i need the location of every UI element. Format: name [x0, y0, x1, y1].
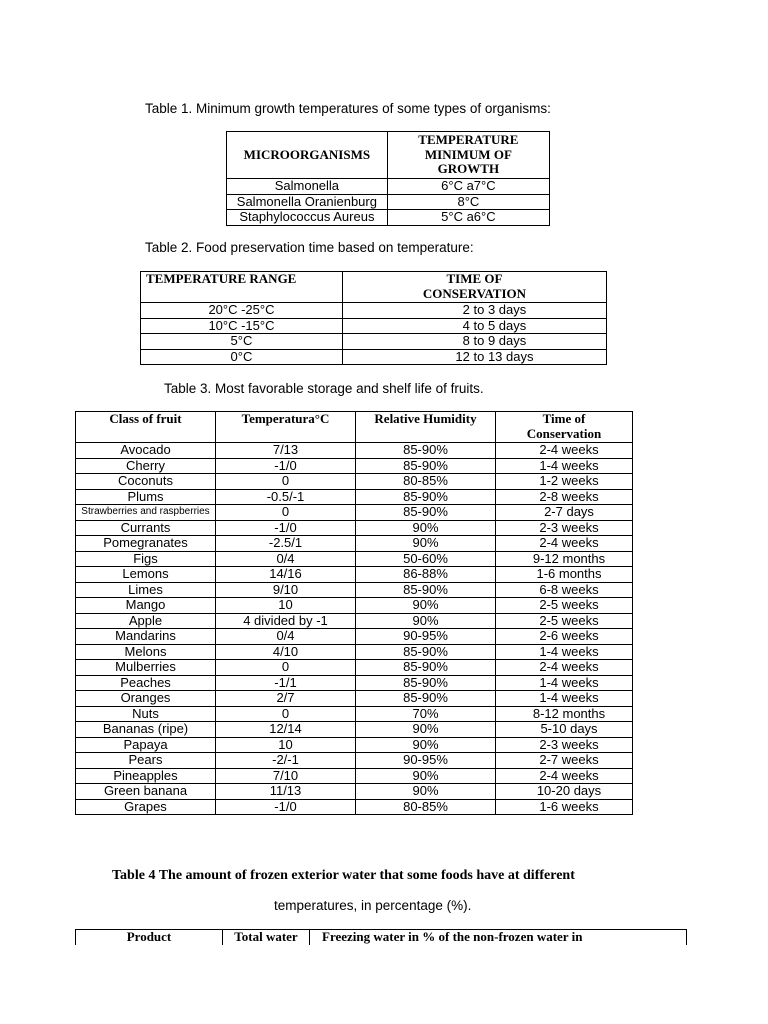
table2-cell: 8 to 9 days — [462, 334, 527, 348]
table3-cell: 0 — [281, 660, 290, 674]
table3-cell: 0 — [281, 505, 290, 519]
table3 — [75, 411, 633, 815]
table3-cell: 7/10 — [272, 768, 299, 783]
table3-cell: Apple — [128, 613, 163, 628]
table3-cell: Figs — [133, 551, 158, 566]
table3-cell: 90-95% — [403, 753, 448, 767]
table3-cell: Mulberries — [115, 660, 176, 674]
table-row — [76, 458, 633, 474]
table3-cell: 1-4 weeks — [539, 691, 599, 705]
table3-cell: 1-6 weeks — [539, 799, 599, 814]
table3-cell: 80-85% — [403, 799, 448, 814]
table3-cell: Cherry — [125, 458, 165, 473]
table3-cell: -1/0 — [274, 458, 297, 473]
table3-cell: 0/4 — [276, 629, 295, 643]
table3-cell: 6-8 weeks — [539, 582, 599, 597]
table3-cell: 85-90% — [403, 582, 448, 597]
table3-cell: 10 — [278, 737, 293, 752]
table3-cell: 7/13 — [272, 443, 299, 457]
table3-cell: Strawberries and raspberries — [81, 506, 210, 517]
table3-cell: 85-90% — [403, 443, 448, 457]
table4 — [75, 929, 687, 945]
table3-cell: 8-12 months — [532, 706, 606, 721]
table3-cell: 90-95% — [403, 629, 448, 643]
table3-cell: 50-60% — [403, 551, 448, 566]
table1-header-microorganisms: MICROORGANISMS — [243, 146, 371, 162]
table2-cell: 0°C — [230, 349, 253, 364]
table3-cell: 2-4 weeks — [539, 536, 599, 550]
table-row — [76, 582, 633, 598]
table3-cell: 14/16 — [269, 567, 302, 581]
table3-cell: 2-3 weeks — [539, 520, 599, 535]
table3-cell: 0/4 — [276, 551, 295, 566]
table1 — [226, 131, 550, 226]
table-row — [227, 194, 550, 210]
table2-caption: Table 2. Food preservation time based on temperature: — [145, 240, 474, 255]
table3-cell: 90% — [412, 737, 439, 752]
table2-cell: 12 to 13 days — [455, 349, 534, 364]
table3-cell: 90% — [412, 722, 439, 736]
table1-cell: 5°C a6°C — [441, 210, 496, 224]
table3-cell: 85-90% — [403, 489, 448, 504]
table-row — [76, 613, 633, 629]
table-row — [227, 179, 550, 195]
table3-cell: Avocado — [120, 443, 171, 457]
table3-cell: 1-2 weeks — [539, 474, 599, 488]
table-row — [141, 303, 607, 319]
table-row — [76, 551, 633, 567]
table3-cell: 2-6 weeks — [539, 629, 599, 643]
table3-cell: -1/1 — [274, 675, 297, 690]
table3-cell: 90% — [412, 520, 439, 535]
table3-cell: 10-20 days — [536, 784, 602, 798]
table2-cell: 4 to 5 days — [462, 318, 527, 333]
table-row — [76, 489, 633, 505]
table3-cell: Nuts — [132, 706, 159, 721]
table3-cell: 4/10 — [272, 644, 299, 659]
table4-header-total-water: Total water — [234, 930, 298, 944]
table3-cell: 86-88% — [403, 567, 448, 581]
table3-cell: 85-90% — [403, 505, 448, 519]
table4-caption-line2: temperatures, in percentage (%). — [274, 898, 472, 913]
table3-cell: 2-3 weeks — [539, 737, 599, 752]
table-row — [76, 799, 633, 815]
table3-cell: Pears — [128, 753, 163, 767]
table3-cell: 85-90% — [403, 660, 448, 674]
table-row — [141, 334, 607, 350]
table3-cell: 2-5 weeks — [539, 598, 599, 612]
table-row — [76, 644, 633, 660]
table-row — [76, 722, 633, 738]
table3-cell: 10 — [278, 598, 293, 612]
table3-cell: Lemons — [122, 567, 169, 581]
table2-cell: 20°C -25°C — [208, 303, 275, 317]
table3-cell: Peaches — [120, 675, 171, 690]
table3-cell: Grapes — [124, 799, 167, 814]
table2-header-range: TEMPERATURE RANGE — [146, 271, 297, 286]
table3-cell: 2-8 weeks — [539, 489, 599, 504]
table3-cell: 2-7 weeks — [539, 753, 599, 767]
table3-cell: -1/0 — [274, 799, 297, 814]
table4-caption-line1: Table 4 The amount of frozen exterior water that some foods have at different — [112, 868, 575, 883]
table2-cell: 5°C — [230, 334, 253, 348]
table1-cell: Salmonella — [274, 179, 340, 193]
table-row — [76, 474, 633, 490]
table3-cell: 90% — [412, 536, 439, 550]
table3-cell: 2-4 weeks — [539, 443, 599, 457]
table3-cell: -2/-1 — [272, 753, 299, 767]
table3-cell: 85-90% — [403, 675, 448, 690]
table-row — [76, 691, 633, 707]
table3-caption: Table 3. Most favorable storage and shelf life of fruits. — [164, 381, 484, 396]
table3-cell: Green banana — [103, 784, 188, 798]
table-row — [76, 753, 633, 769]
table3-cell: 2-7 days — [544, 505, 594, 519]
table3-cell: Pineapples — [113, 768, 178, 783]
table3-cell: Currants — [120, 520, 171, 535]
table3-cell: 90% — [412, 768, 439, 783]
table-row — [76, 768, 633, 784]
table3-cell: 85-90% — [403, 458, 448, 473]
table2 — [140, 271, 607, 365]
table1-cell: 8°C — [457, 194, 480, 209]
table3-cell: 85-90% — [403, 644, 448, 659]
table-row — [76, 784, 633, 800]
table2-cell: 10°C -15°C — [208, 318, 275, 333]
table3-cell: 2-4 weeks — [539, 768, 599, 783]
table3-cell: 5-10 days — [540, 722, 598, 736]
table-row — [76, 629, 633, 645]
table3-cell: Oranges — [120, 691, 171, 705]
table3-cell: -0.5/-1 — [266, 489, 305, 504]
table3-cell: 90% — [412, 613, 439, 628]
table-row — [227, 210, 550, 226]
table3-header-humidity: Relative Humidity — [374, 411, 477, 426]
table3-cell: Coconuts — [118, 474, 173, 488]
table3-cell: 2/7 — [276, 691, 295, 705]
table3-header-temperature: Temperatura°C — [241, 411, 330, 426]
table3-cell: 4 divided by -1 — [243, 613, 328, 628]
table3-cell: -1/0 — [274, 520, 297, 535]
table3-cell: Bananas (ripe) — [102, 722, 189, 736]
table3-cell: 90% — [412, 598, 439, 612]
table3-cell: 2-5 weeks — [539, 613, 599, 628]
table1-cell: Salmonella Oranienburg — [236, 194, 377, 209]
table2-cell: 2 to 3 days — [462, 303, 527, 317]
table3-cell: Mandarins — [115, 629, 176, 643]
table-row — [76, 660, 633, 676]
table3-cell: 9-12 months — [532, 551, 606, 566]
table3-cell: 85-90% — [403, 691, 448, 705]
table-row — [76, 505, 633, 521]
table-row — [76, 675, 633, 691]
table-row — [76, 520, 633, 536]
table-row — [76, 706, 633, 722]
table-row — [76, 598, 633, 614]
table3-cell: Limes — [128, 582, 163, 597]
table3-cell: 1-4 weeks — [539, 675, 599, 690]
table-row — [141, 349, 607, 365]
table4-header-freezing-water: Freezing water in % of the non-frozen water in — [322, 930, 583, 944]
table3-cell: 2-4 weeks — [539, 660, 599, 674]
table3-cell: Plums — [127, 489, 164, 504]
table1-header-temperature: TEMPERATURE MINIMUM OF GROWTH — [418, 132, 519, 177]
table3-cell: 1-6 months — [536, 567, 602, 581]
table3-cell: 90% — [412, 784, 439, 798]
table3-cell: 0 — [281, 706, 290, 721]
table-row — [76, 536, 633, 552]
table1-caption: Table 1. Minimum growth temperatures of some types of organisms: — [145, 101, 551, 116]
table3-cell: 0 — [281, 474, 290, 488]
table3-cell: 1-4 weeks — [539, 644, 599, 659]
table3-cell: 11/13 — [269, 784, 302, 798]
table3-cell: 1-4 weeks — [539, 458, 599, 473]
table3-cell: Papaya — [123, 737, 168, 752]
table3-cell: 70% — [412, 706, 439, 721]
table3-header-time: Time of Conservation — [526, 411, 602, 441]
table3-cell: Mango — [125, 598, 166, 612]
table3-cell: -2.5/1 — [268, 536, 303, 550]
table-row — [76, 443, 633, 459]
table2-header-time: TIME OF CONSERVATION — [422, 271, 527, 301]
table1-cell: 6°C a7°C — [441, 179, 496, 193]
table4-header-product: Product — [126, 930, 172, 944]
table1-cell: Staphylococcus Aureus — [239, 210, 375, 224]
table3-cell: 12/14 — [269, 722, 302, 736]
table3-cell: Melons — [124, 644, 167, 659]
table-row — [76, 737, 633, 753]
table3-cell: 9/10 — [272, 582, 299, 597]
table3-cell: Pomegranates — [103, 536, 188, 550]
table-row — [76, 567, 633, 583]
table3-header-class: Class of fruit — [109, 411, 182, 426]
table-row — [141, 318, 607, 334]
table3-cell: 80-85% — [403, 474, 448, 488]
